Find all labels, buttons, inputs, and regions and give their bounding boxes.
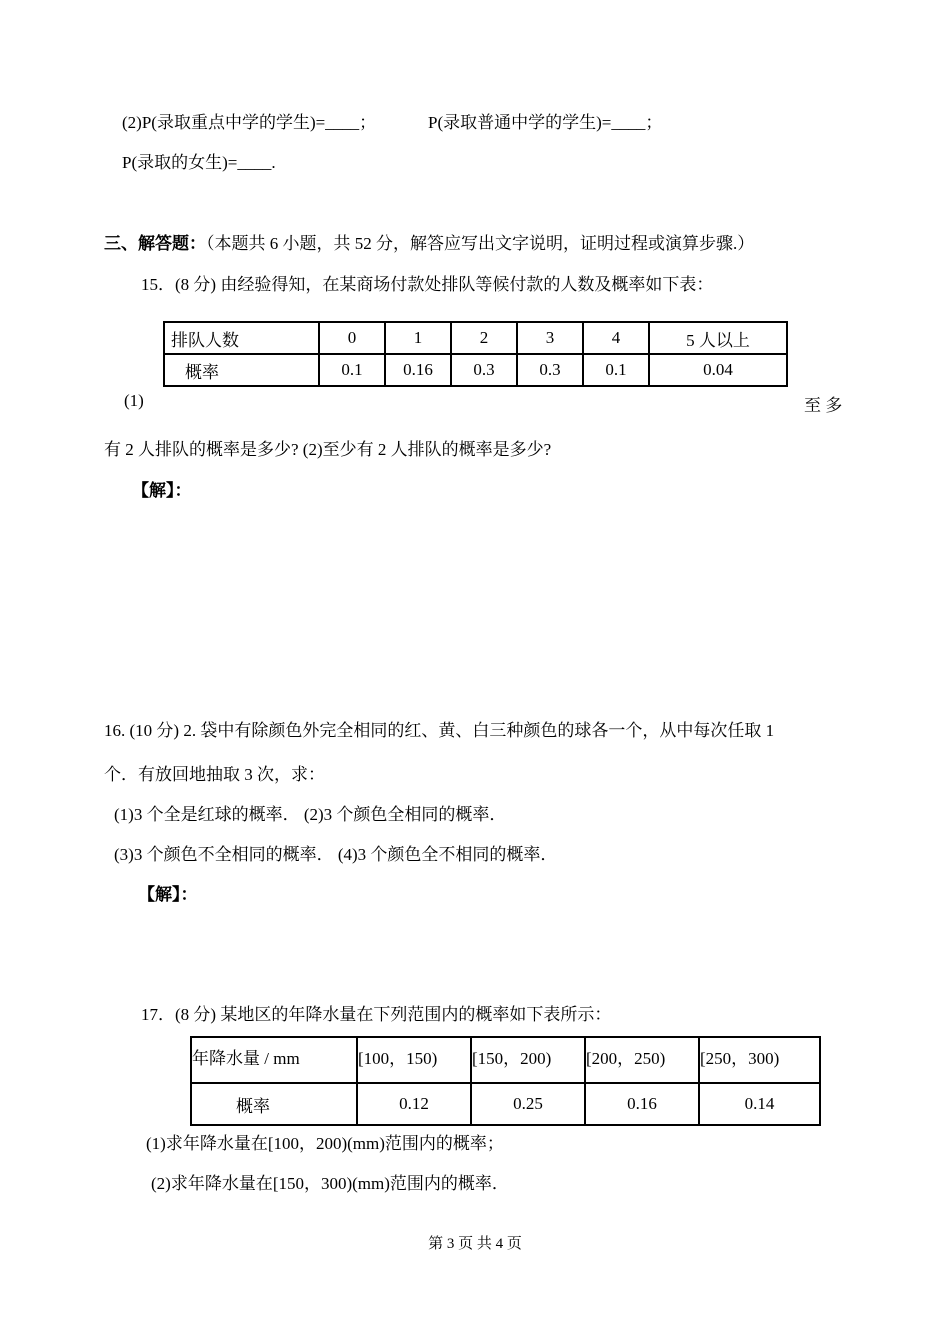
q15-header-cell: 3	[517, 322, 583, 354]
q17-table-row	[191, 1083, 820, 1125]
q15-table	[163, 321, 788, 387]
q15-header-cell: 0	[319, 322, 385, 354]
q15-title: 15．(8 分) 由经验得知，在某商场付款处排队等候付款的人数及概率如下表：	[141, 275, 714, 294]
q15-row-cell: 0.04	[649, 354, 787, 386]
q15-row-cell: 0.16	[385, 354, 451, 386]
q17-part2: (2)求年降水量在[150，300)(mm)范围内的概率．	[151, 1174, 509, 1193]
q17-row-cell: 概率	[191, 1083, 357, 1125]
q15-parts-line: 有 2 人排队的概率是多少? (2)至少有 2 人排队的概率是多少?	[104, 440, 552, 459]
q15-answer-label: 【解】：	[132, 481, 192, 500]
q17-title: 17．(8 分) 某地区的年降水量在下列范围内的概率如下表所示：	[141, 1005, 612, 1024]
q16-answer-label: 【解】：	[138, 885, 198, 904]
q15-row-cell: 0.1	[583, 354, 649, 386]
q17-row-cell: 0.12	[357, 1083, 471, 1125]
q15-header-cell: 2	[451, 322, 517, 354]
q17-row-cell: 0.16	[585, 1083, 699, 1125]
q17-row-cell: 0.25	[471, 1083, 585, 1125]
q15-row-cell: 0.3	[517, 354, 583, 386]
q17-table	[190, 1036, 821, 1126]
q15-table-row	[164, 354, 787, 386]
q15-row-cell: 0.3	[451, 354, 517, 386]
page-footer: 第 3 页 共 4 页	[428, 1236, 522, 1252]
q14-part2-line2: P(录取的女生)=____.	[122, 153, 276, 172]
q15-header-cell: 5 人以上	[649, 322, 787, 354]
q17-header-cell: [150，200)	[471, 1037, 585, 1083]
q15-header-cell: 1	[385, 322, 451, 354]
q16-line4: (3)3 个颜色不全相同的概率． (4)3 个颜色全不相同的概率．	[114, 845, 558, 864]
q15-header-cell: 排队人数	[164, 322, 319, 354]
q17-header-cell: [250，300)	[699, 1037, 820, 1083]
q15-row-cell: 0.1	[319, 354, 385, 386]
q17-row-cell: 0.14	[699, 1083, 820, 1125]
q15-part1-label: (1)	[124, 391, 144, 410]
q17-header-cell: 年降水量 / mm	[191, 1037, 357, 1083]
q17-header-cell: [100，150)	[357, 1037, 471, 1083]
q14-part2-line1b: P(录取普通中学的学生)=____；	[428, 113, 663, 132]
q17-table-header-row	[191, 1037, 820, 1083]
q15-header-cell: 4	[583, 322, 649, 354]
q15-part1-tail: 至 多	[804, 396, 843, 415]
section3-heading-line	[104, 229, 754, 254]
q15-row-cell: 概率	[164, 354, 319, 386]
q17-header-cell: [200，250)	[585, 1037, 699, 1083]
section3-note: （本题共 6 小题，共 52 分，解答应写出文字说明，证明过程或演算步骤.）	[206, 234, 755, 253]
q15-table-header-row	[164, 322, 787, 354]
section3-heading: 三、解答题：	[104, 234, 206, 253]
q16-line1: 16. (10 分) 2. 袋中有除颜色外完全相同的红、黄、白三种颜色的球各一个，从中每次任取 1	[104, 721, 775, 740]
q17-part1: (1)求年降水量在[100，200)(mm)范围内的概率；	[146, 1134, 504, 1153]
q14-part2-line1a: (2)P(录取重点中学的学生)=____；	[122, 113, 377, 132]
q16-line3: (1)3 个全是红球的概率． (2)3 个颜色全相同的概率．	[114, 805, 507, 824]
q16-line2: 个．有放回地抽取 3 次，求：	[104, 765, 325, 784]
